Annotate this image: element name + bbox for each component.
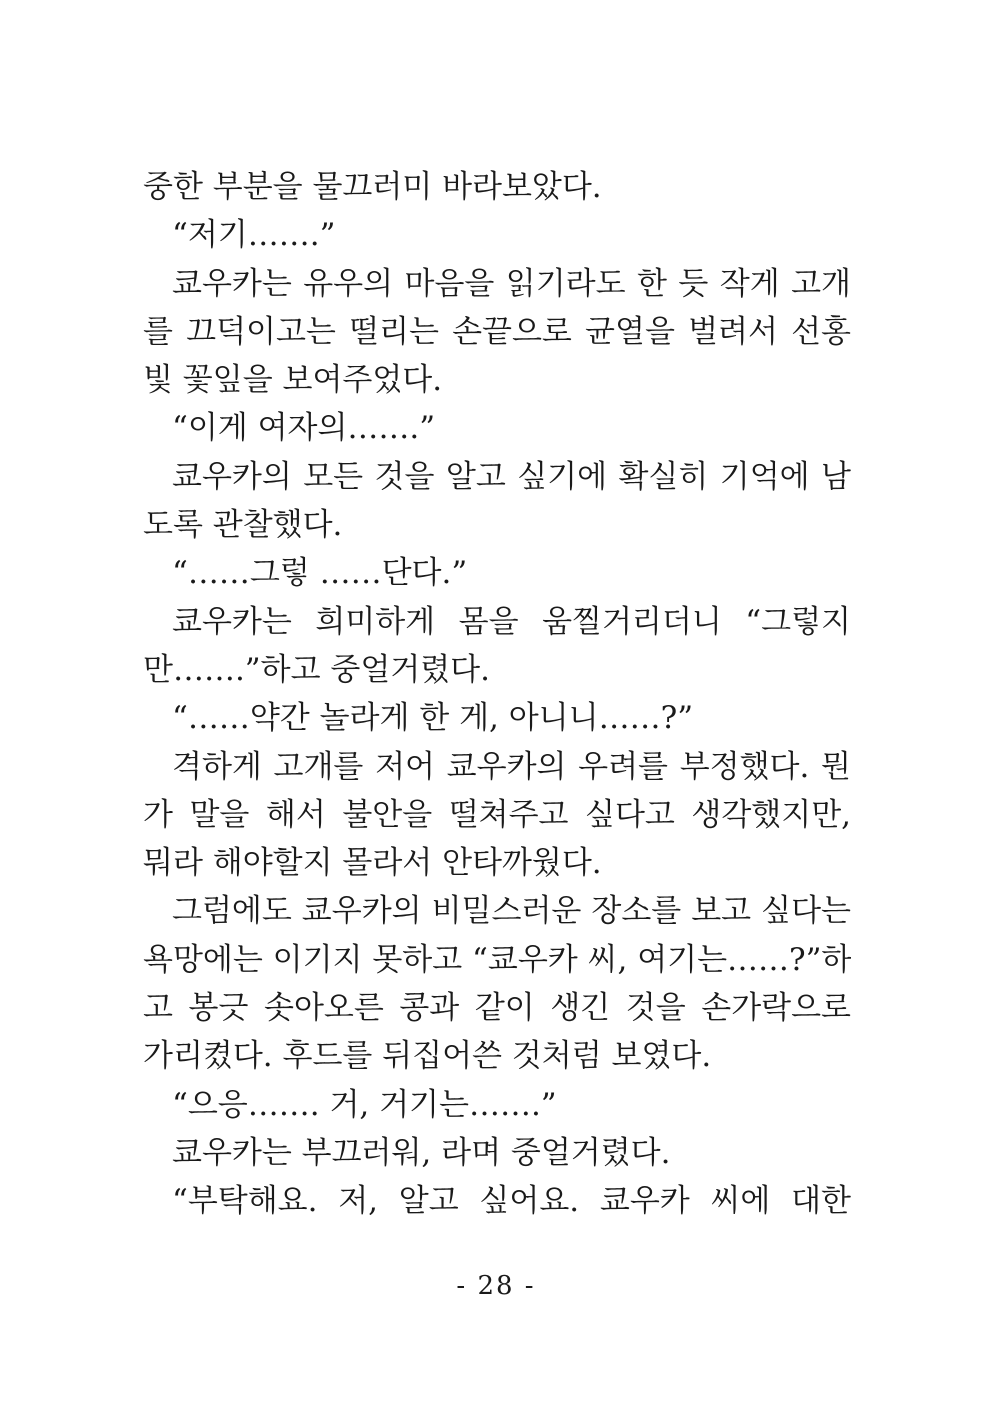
text-line: 쿄우카는 부끄러워, 라며 중얼거렸다.: [172, 1134, 671, 1171]
text-line: “부탁해요. 저, 알고 싶어요. 쿄우카 씨에 대한: [172, 1183, 851, 1220]
text-line: 쿄우카는 희미하게 몸을 움찔거리더니 “그렇지: [172, 603, 851, 640]
text-line: “으응……. 거, 거기는…….”: [172, 1086, 557, 1123]
text-line: 뭐라 해야할지 몰라서 안타까웠다.: [143, 845, 602, 882]
text-line: 빛 꽃잎을 보여주었다.: [143, 362, 443, 399]
text-line: “……그렇 ……단다.”: [172, 555, 468, 592]
text-line: 중한 부분을 물끄러미 바라보았다.: [143, 169, 602, 205]
page-number: - 28 -: [456, 1271, 536, 1301]
text-line: 가리켰다. 후드를 뒤집어쓴 것처럼 보였다.: [143, 1038, 712, 1075]
body-text: [143, 163, 851, 1226]
text-line: 만…….”하고 중얼거렸다.: [143, 651, 490, 688]
text-line: 격하게 고개를 저어 쿄우카의 우려를 부정했다. 뭔: [172, 748, 851, 785]
text-line: 가 말을 해서 불안을 떨쳐주고 싶다고 생각했지만,: [143, 796, 851, 833]
text-line: 쿄우카의 모든 것을 알고 싶기에 확실히 기억에 남: [172, 458, 851, 495]
text-line: “저기…….”: [172, 217, 336, 254]
text-line: 를 끄덕이고는 떨리는 손끝으로 균열을 벌려서 선홍: [143, 313, 851, 350]
text-line: 쿄우카는 유우의 마음을 읽기라도 한 듯 작게 고개: [172, 265, 851, 302]
text-line: “이게 여자의…….”: [172, 410, 436, 447]
text-line: 고 봉긋 솟아오른 콩과 같이 생긴 것을 손가락으로: [143, 990, 851, 1027]
text-line: 그럼에도 쿄우카의 비밀스러운 장소를 보고 싶다는: [172, 893, 851, 930]
text-line: 욕망에는 이기지 못하고 “쿄우카 씨, 여기는……?”하: [143, 941, 851, 978]
text-line: 도록 관찰했다.: [143, 507, 343, 544]
text-line: “……약간 놀라게 한 게, 아니니……?”: [172, 700, 694, 737]
